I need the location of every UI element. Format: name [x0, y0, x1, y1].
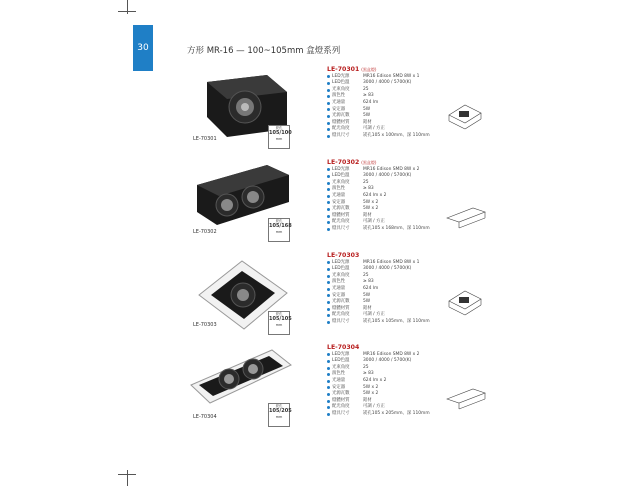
model-heading [327, 160, 487, 167]
bullet-icon [327, 188, 330, 191]
bullet-icon [327, 261, 330, 264]
bullet-icon [327, 108, 330, 111]
badge-unit: mm [275, 229, 283, 234]
bullet-icon [327, 353, 330, 356]
spec-value: 624 lm [363, 285, 379, 291]
product-block [187, 67, 487, 152]
spec-value: 崁孔105 x 100mm、深 110mm [363, 132, 430, 138]
page-number: 30 [137, 43, 149, 53]
bullet-icon [327, 294, 330, 297]
cutout-size-badge [268, 311, 290, 335]
spec-value: 崁孔105 x 168mm、深 110mm [363, 225, 430, 231]
bullet-icon [327, 115, 330, 118]
bullet-icon [327, 75, 330, 78]
spec-key: 光通量 [332, 377, 346, 383]
spec-key: 光束角度 [332, 364, 350, 370]
badge-unit: mm [275, 322, 283, 327]
spec-key: 光通量 [332, 285, 346, 291]
bullet-icon [327, 321, 330, 324]
spec-key: 燈體材質 [332, 212, 350, 218]
bullet-icon [327, 314, 330, 317]
spec-row [327, 173, 487, 180]
spec-value: 可調 / 方正 [363, 219, 385, 225]
spec-key: 光束角度 [332, 86, 350, 92]
spec-value: 可調 / 方正 [363, 126, 385, 132]
spec-key: 燈體材質 [332, 305, 350, 311]
spec-key: LED光源 [332, 73, 350, 79]
badge-title: 崁孔 [275, 126, 283, 130]
spec-value: 可調 / 方正 [363, 312, 385, 318]
spec-key: 光通量 [332, 192, 346, 198]
bullet-icon [327, 386, 330, 389]
spec-key: 演色性 [332, 279, 346, 285]
spec-value: 5W x 2 [363, 199, 379, 205]
spec-key: 燈具尺寸 [332, 132, 350, 138]
bullet-icon [327, 360, 330, 363]
spec-key: 光通量 [332, 99, 346, 105]
spec-key: 配光角度 [332, 126, 350, 132]
model-heading [327, 345, 487, 352]
spec-row [327, 186, 487, 193]
spec-value: 5W x 2 [363, 391, 379, 397]
spec-value: 5W x 2 [363, 206, 379, 212]
spec-value: 25 [363, 272, 369, 278]
spec-row [327, 87, 487, 94]
bullet-icon [327, 122, 330, 125]
product-photo [187, 345, 292, 430]
cutout-size-badge [268, 218, 290, 242]
spec-key: 配光角度 [332, 312, 350, 318]
badge-title: 崁孔 [275, 404, 283, 408]
model-number: LE-70303 [327, 252, 360, 259]
photo-model-label: LE-70304 [193, 414, 217, 420]
spec-value: 鋁材 [363, 119, 372, 125]
spec-key: 安定器 [332, 106, 346, 112]
badge-title: 崁孔 [275, 219, 283, 223]
spec-row [327, 365, 487, 372]
bullet-icon [327, 128, 330, 131]
bullet-icon [327, 215, 330, 218]
page-number-tab [133, 25, 153, 71]
spec-key: 安定器 [332, 199, 346, 205]
spec-key: 光束角度 [332, 179, 350, 185]
bullet-icon [327, 168, 330, 171]
dimension-diagram-svg [443, 198, 487, 232]
model-tag: (黑盒燈) [361, 67, 377, 72]
spec-key: 燈具尺寸 [332, 225, 350, 231]
spec-key: 燈體材質 [332, 397, 350, 403]
model-number: LE-70302 [327, 159, 360, 166]
spec-key: 光源瓦數 [332, 391, 350, 397]
bullet-icon [327, 301, 330, 304]
bullet-icon [327, 373, 330, 376]
spec-key: 安定器 [332, 384, 346, 390]
badge-unit: mm [275, 136, 283, 141]
badge-size: 105/100 [269, 130, 292, 137]
product-block [187, 160, 487, 245]
bullet-icon [327, 367, 330, 370]
crop-mark-top-v [127, 0, 128, 14]
spec-value: 624 lm x 2 [363, 192, 387, 198]
spec-row [327, 266, 487, 273]
bullet-icon [327, 288, 330, 291]
spec-value: MR16 Edison SMD 8W x 1 [363, 73, 420, 79]
spec-value: 25 [363, 179, 369, 185]
bullet-icon [327, 89, 330, 92]
model-number: LE-70301 [327, 66, 360, 73]
badge-unit: mm [275, 414, 283, 419]
product-block [187, 253, 487, 338]
spec-value: 5W [363, 106, 371, 112]
spec-key: LED色溫 [332, 80, 350, 86]
spec-value: 5W [363, 299, 371, 305]
model-heading [327, 67, 487, 74]
bullet-icon [327, 413, 330, 416]
bullet-icon [327, 406, 330, 409]
spec-value: 3000 / 4000 / 5700(K) [363, 358, 412, 364]
spec-key: 演色性 [332, 371, 346, 377]
badge-size: 105/168 [269, 223, 292, 230]
bullet-icon [327, 201, 330, 204]
spec-row [327, 273, 487, 280]
spec-value: 3000 / 4000 / 5700(K) [363, 266, 412, 272]
spec-value: 25 [363, 364, 369, 370]
spec-value: 崁孔105 x 205mm、深 110mm [363, 410, 430, 416]
badge-title: 崁孔 [275, 312, 283, 316]
spec-key: 演色性 [332, 93, 346, 99]
spec-row [327, 80, 487, 87]
bullet-icon [327, 102, 330, 105]
dimension-diagram-svg [443, 97, 487, 131]
spec-key: 燈具尺寸 [332, 318, 350, 324]
spec-value: 5W [363, 292, 371, 298]
spec-value: 3000 / 4000 / 5700(K) [363, 80, 412, 86]
spec-value: ≥ 83 [363, 279, 374, 285]
bullet-icon [327, 393, 330, 396]
spec-key: LED色溫 [332, 266, 350, 272]
spec-value: 鋁材 [363, 305, 372, 311]
bullet-icon [327, 268, 330, 271]
bullet-icon [327, 228, 330, 231]
badge-size: 105/205 [269, 408, 292, 415]
spec-value: 5W x 2 [363, 384, 379, 390]
spec-key: 光源瓦數 [332, 299, 350, 305]
dimension-diagram-svg [443, 283, 487, 317]
spec-value: 可調 / 方正 [363, 404, 385, 410]
spec-value: 鋁材 [363, 397, 372, 403]
product-photo [187, 253, 292, 338]
dimension-diagram [443, 283, 487, 321]
spec-value: ≥ 83 [363, 93, 374, 99]
photo-model-label: LE-70301 [193, 136, 217, 142]
spec-key: 配光角度 [332, 404, 350, 410]
spec-value: ≥ 83 [363, 371, 374, 377]
spec-value: ≥ 83 [363, 186, 374, 192]
bullet-icon [327, 195, 330, 198]
model-number: LE-70304 [327, 344, 360, 351]
cutout-size-badge [268, 125, 290, 149]
photo-model-label: LE-70302 [193, 229, 217, 235]
spec-value: 崁孔105 x 105mm、深 110mm [363, 318, 430, 324]
bullet-icon [327, 380, 330, 383]
spec-key: 光束角度 [332, 272, 350, 278]
spec-key: 安定器 [332, 292, 346, 298]
spec-row [327, 371, 487, 378]
spec-key: 光源瓦數 [332, 113, 350, 119]
model-tag: (黑盒燈) [361, 160, 377, 165]
dimension-diagram [443, 379, 487, 417]
spec-row [327, 180, 487, 187]
spec-key: 光源瓦數 [332, 206, 350, 212]
spec-value: MR16 Edison SMD 8W x 2 [363, 351, 420, 357]
bullet-icon [327, 308, 330, 311]
spec-value: 3000 / 4000 / 5700(K) [363, 173, 412, 179]
bullet-icon [327, 95, 330, 98]
badge-size: 105/105 [269, 316, 292, 323]
spec-value: MR16 Edison SMD 8W x 1 [363, 259, 420, 265]
bullet-icon [327, 182, 330, 185]
bullet-icon [327, 400, 330, 403]
bullet-icon [327, 175, 330, 178]
spec-key: 燈具尺寸 [332, 410, 350, 416]
dimension-diagram-svg [443, 379, 487, 413]
spec-value: 624 lm [363, 99, 379, 105]
bullet-icon [327, 82, 330, 85]
spec-value: 鋁材 [363, 212, 372, 218]
spec-value: 5W [363, 113, 371, 119]
photo-model-label: LE-70303 [193, 322, 217, 328]
spec-row [327, 358, 487, 365]
bullet-icon [327, 221, 330, 224]
product-photo [187, 160, 292, 245]
spec-key: LED光源 [332, 351, 350, 357]
spec-value: 624 lm x 2 [363, 377, 387, 383]
product-photo [187, 67, 292, 152]
bullet-icon [327, 281, 330, 284]
model-heading [327, 253, 487, 260]
dimension-diagram [443, 97, 487, 135]
cutout-size-badge [268, 403, 290, 427]
spec-key: LED色溫 [332, 173, 350, 179]
bullet-icon [327, 275, 330, 278]
spec-value: MR16 Edison SMD 8W x 2 [363, 166, 420, 172]
crop-mark-bottom-v [127, 470, 128, 486]
bullet-icon [327, 135, 330, 138]
section-title: 方形 MR-16 — 100~105mm 盒燈系列 [187, 46, 341, 56]
dimension-diagram [443, 198, 487, 236]
spec-key: 配光角度 [332, 219, 350, 225]
product-block [187, 345, 487, 430]
spec-key: 演色性 [332, 186, 346, 192]
spec-key: LED色溫 [332, 358, 350, 364]
spec-key: 燈體材質 [332, 119, 350, 125]
spec-value: 25 [363, 86, 369, 92]
spec-key: LED光源 [332, 259, 350, 265]
spec-key: LED光源 [332, 166, 350, 172]
bullet-icon [327, 208, 330, 211]
